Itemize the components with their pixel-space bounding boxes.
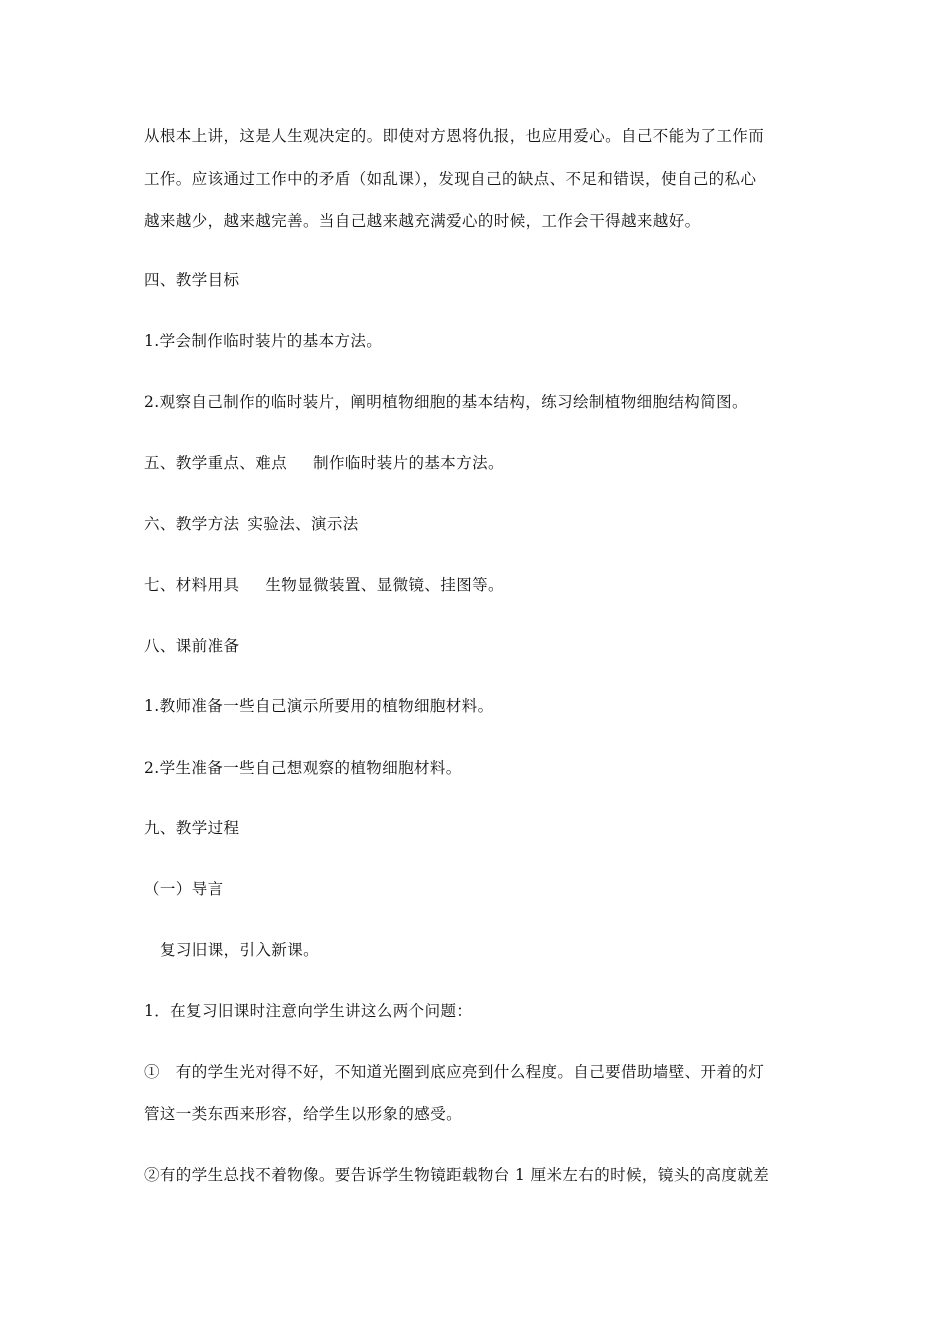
section-5-line (144, 453, 824, 473)
section-7-content: 生物显微装置、显微镜、挂图等。 (265, 576, 504, 594)
section-9-sub1-intro: 复习旧课，引入新课。 (160, 941, 320, 959)
section-6-content: 实验法、演示法 (247, 515, 359, 533)
paragraph-line-2: 工作。应该通过工作中的矛盾（如乱课），发现自己的缺点、不足和错误，使自己的私心 (144, 170, 757, 188)
section-5-heading: 五、教学重点、难点 (144, 454, 288, 472)
section-7-heading: 七、材料用具 (144, 576, 240, 594)
paragraph-line-1: 从根本上讲，这是人生观决定的。即使对方恩将仇报，也应用爱心。自己不能为了工作而 (144, 127, 765, 145)
section-8-heading: 八、课前准备 (144, 637, 240, 655)
section-9-point-1: 1．在复习旧课时注意向学生讲这么两个问题： (144, 1002, 473, 1020)
section-9-sub1-heading: （一）导言 (144, 880, 224, 898)
section-6-line (144, 514, 824, 534)
section-8-item-1: 1.教师准备一些自己演示所要用的植物细胞材料。 (144, 697, 494, 715)
section-9-heading: 九、教学过程 (144, 819, 240, 837)
section-7-line (144, 575, 824, 595)
section-4-item-1: 1.学会制作临时装片的基本方法。 (144, 332, 383, 350)
section-9-point-1b-line-1: ②有的学生总找不着物像。要告诉学生物镜距载物台 1 厘米左右的时候，镜头的高度就差 (144, 1166, 770, 1184)
section-4-item-2: 2.观察自己制作的临时装片，阐明植物细胞的基本结构，练习绘制植物细胞结构简图。 (144, 393, 748, 411)
section-8-item-2: 2.学生准备一些自己想观察的植物细胞材料。 (144, 759, 462, 777)
paragraph-line-3: 越来越少，越来越完善。当自己越来越充满爱心的时候，工作会干得越来越好。 (144, 212, 701, 230)
section-5-content: 制作临时装片的基本方法。 (313, 454, 504, 472)
section-9-point-1a-line-2: 管这一类东西来形容，给学生以形象的感受。 (144, 1105, 463, 1123)
section-9-point-1a-line-1: ① 有的学生光对得不好，不知道光圈到底应亮到什么程度。自己要借助墙壁、开着的灯 (144, 1063, 765, 1081)
section-6-heading: 六、教学方法 (144, 515, 240, 533)
section-4-heading: 四、教学目标 (144, 271, 240, 289)
